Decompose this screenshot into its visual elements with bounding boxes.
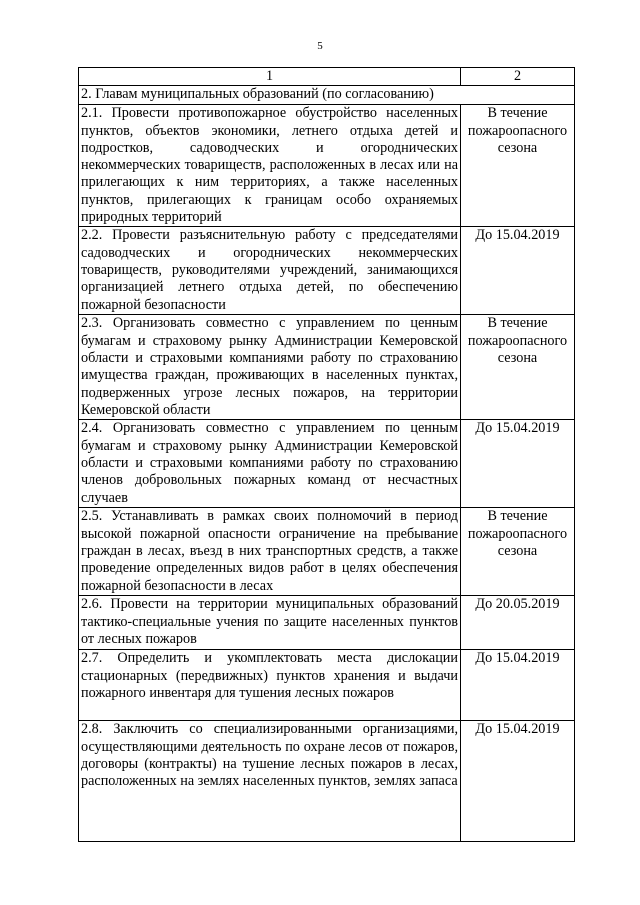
measure-text: 2.4. Организовать совместно с управлением по ценным бумагам и страховому рынку Администрации Кемеровской области и страховыми компаниями работу по страхованию членов добровольных пожарных команд от несчастных случаев	[79, 420, 461, 508]
table-row	[79, 508, 575, 596]
measure-deadline: До 15.04.2019	[461, 721, 575, 842]
page-number: 5	[317, 40, 323, 52]
measure-text: 2.1. Провести противопожарное обустройство населенных пунктов, объектов экономики, летнего отдыха детей и подростков, садоводческих и огороднических некоммерческих товариществ, расположенных в лесах или на прилегающих к ним территориях, а также населенных пунктов, прилегающих к границам особо охраняемых природных территорий	[79, 105, 461, 227]
table-row	[79, 721, 575, 842]
measure-deadline: В течение пожароопасного сезона	[461, 105, 575, 227]
table-header-row	[79, 68, 575, 86]
table-row	[79, 227, 575, 315]
measure-deadline: До 15.04.2019	[461, 420, 575, 508]
table-row	[79, 105, 575, 227]
measure-deadline: До 15.04.2019	[461, 227, 575, 315]
table-row	[79, 315, 575, 420]
measure-text: 2.5. Устанавливать в рамках своих полномочий в период высокой пожарной опасности ограничение на пребывание граждан в лесах, въезд в них транспортных средств, а также проведение определенных видов работ в целях обеспечения пожарной безопасности в лесах	[79, 508, 461, 596]
measure-text: 2.3. Организовать совместно с управлением по ценным бумагам и страховому рынку Администрации Кемеровской области и страховыми компаниями работу по страхованию имущества граждан, проживающих в населенных пунктах, подверженных угрозе лесных пожаров, на территории Кемеровской области	[79, 315, 461, 420]
measure-deadline: До 15.04.2019	[461, 650, 575, 721]
table-row	[79, 596, 575, 650]
measure-text: 2.8. Заключить со специализированными организациями, осуществляющими деятельность по охране лесов от пожаров, договоры (контракты) на тушение лесных пожаров в лесах, расположенных на землях населенных пунктов, землях запаса	[79, 721, 461, 842]
measure-deadline: До 20.05.2019	[461, 596, 575, 650]
table-row	[79, 650, 575, 721]
section-title: 2. Главам муниципальных образований (по согласованию)	[79, 86, 575, 105]
measures-table	[78, 67, 575, 842]
measure-text: 2.2. Провести разъяснительную работу с председателями садоводческих и огороднических некоммерческих товариществ, руководителями учреждений, занимающихся организацией летнего отдыха детей, по обеспечению пожарной безопасности	[79, 227, 461, 315]
column-header-1: 1	[79, 68, 461, 86]
measure-deadline: В течение пожароопасного сезона	[461, 508, 575, 596]
measure-text: 2.7. Определить и укомплектовать места дислокации стационарных (передвижных) пунктов хранения и выдачи пожарного инвентаря для тушения лесных пожаров	[79, 650, 461, 721]
section-row	[79, 86, 575, 105]
column-header-2: 2	[461, 68, 575, 86]
table-row	[79, 420, 575, 508]
measure-text: 2.6. Провести на территории муниципальных образований тактико-специальные учения по защите населенных пунктов от лесных пожаров	[79, 596, 461, 650]
measure-deadline: В течение пожароопасного сезона	[461, 315, 575, 420]
